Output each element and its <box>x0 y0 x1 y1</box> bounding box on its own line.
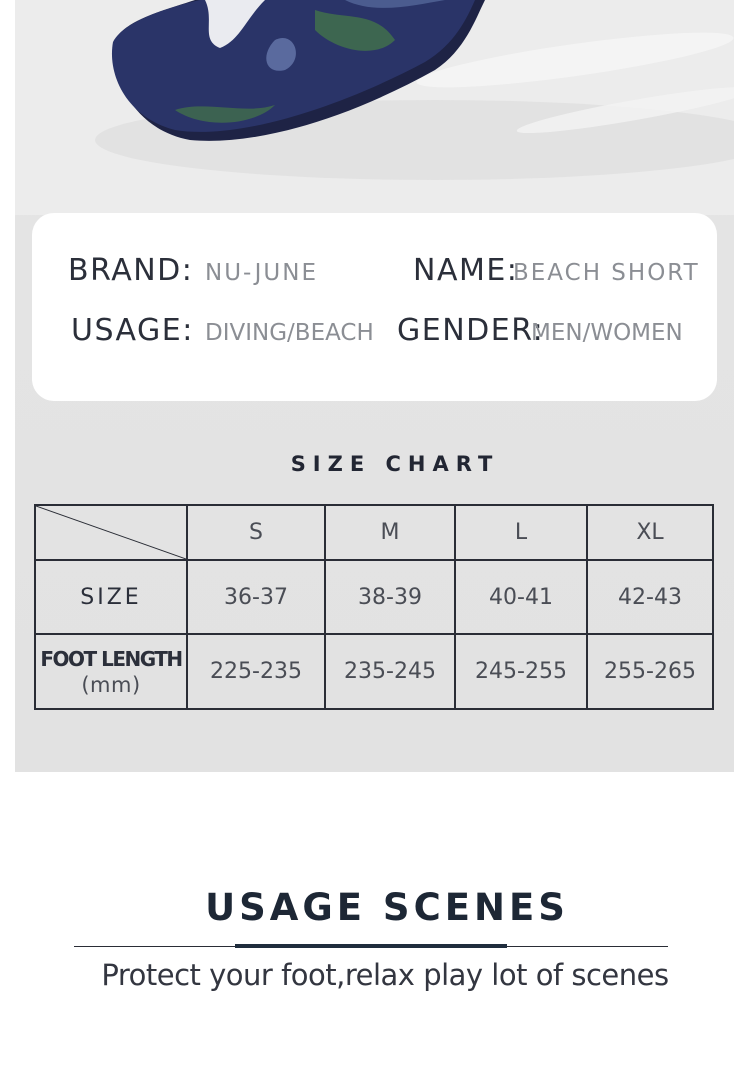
foot-length-unit: (mm) <box>81 672 141 697</box>
size-cell-m: 38-39 <box>325 560 455 634</box>
gender-label: GENDER: <box>397 313 545 348</box>
table-row-foot-length <box>35 634 713 709</box>
size-cell-xl: 42-43 <box>587 560 713 634</box>
brand-label: BRAND: <box>68 253 194 288</box>
table-row-size <box>35 560 713 634</box>
size-column-xl: XL <box>587 505 713 560</box>
name-label: NAME: <box>413 253 519 288</box>
size-cell-s: 36-37 <box>187 560 325 634</box>
foot-length-row-label <box>35 634 187 709</box>
brand-value: NU-JUNE <box>205 260 318 286</box>
size-chart-table <box>34 504 714 710</box>
usage-label: USAGE: <box>71 313 194 348</box>
size-column-s: S <box>187 505 325 560</box>
size-column-m: M <box>325 505 455 560</box>
size-chart-title: SIZE CHART <box>290 452 500 476</box>
name-value: BEACH SHORT <box>513 260 700 286</box>
usage-divider-accent <box>235 944 507 948</box>
table-header-row <box>35 505 713 560</box>
foot-length-cell-m: 235-245 <box>325 634 455 709</box>
diagonal-divider <box>36 506 186 559</box>
size-row-label: SIZE <box>35 560 187 634</box>
foot-length-label: FOOT LENGTH <box>40 646 182 671</box>
size-column-l: L <box>455 505 587 560</box>
usage-scenes-title: USAGE SCENES <box>205 886 569 929</box>
shoe-product-image <box>15 0 734 215</box>
size-cell-l: 40-41 <box>455 560 587 634</box>
product-info-card <box>32 213 717 401</box>
foot-length-cell-s: 225-235 <box>187 634 325 709</box>
usage-value: DIVING/BEACH <box>205 320 374 346</box>
foot-length-cell-xl: 255-265 <box>587 634 713 709</box>
foot-length-cell-l: 245-255 <box>455 634 587 709</box>
table-corner-cell <box>35 505 187 560</box>
gender-value: MEN/WOMEN <box>531 320 683 346</box>
usage-scenes-subtitle: Protect your foot,relax play lot of scenes <box>101 958 669 992</box>
